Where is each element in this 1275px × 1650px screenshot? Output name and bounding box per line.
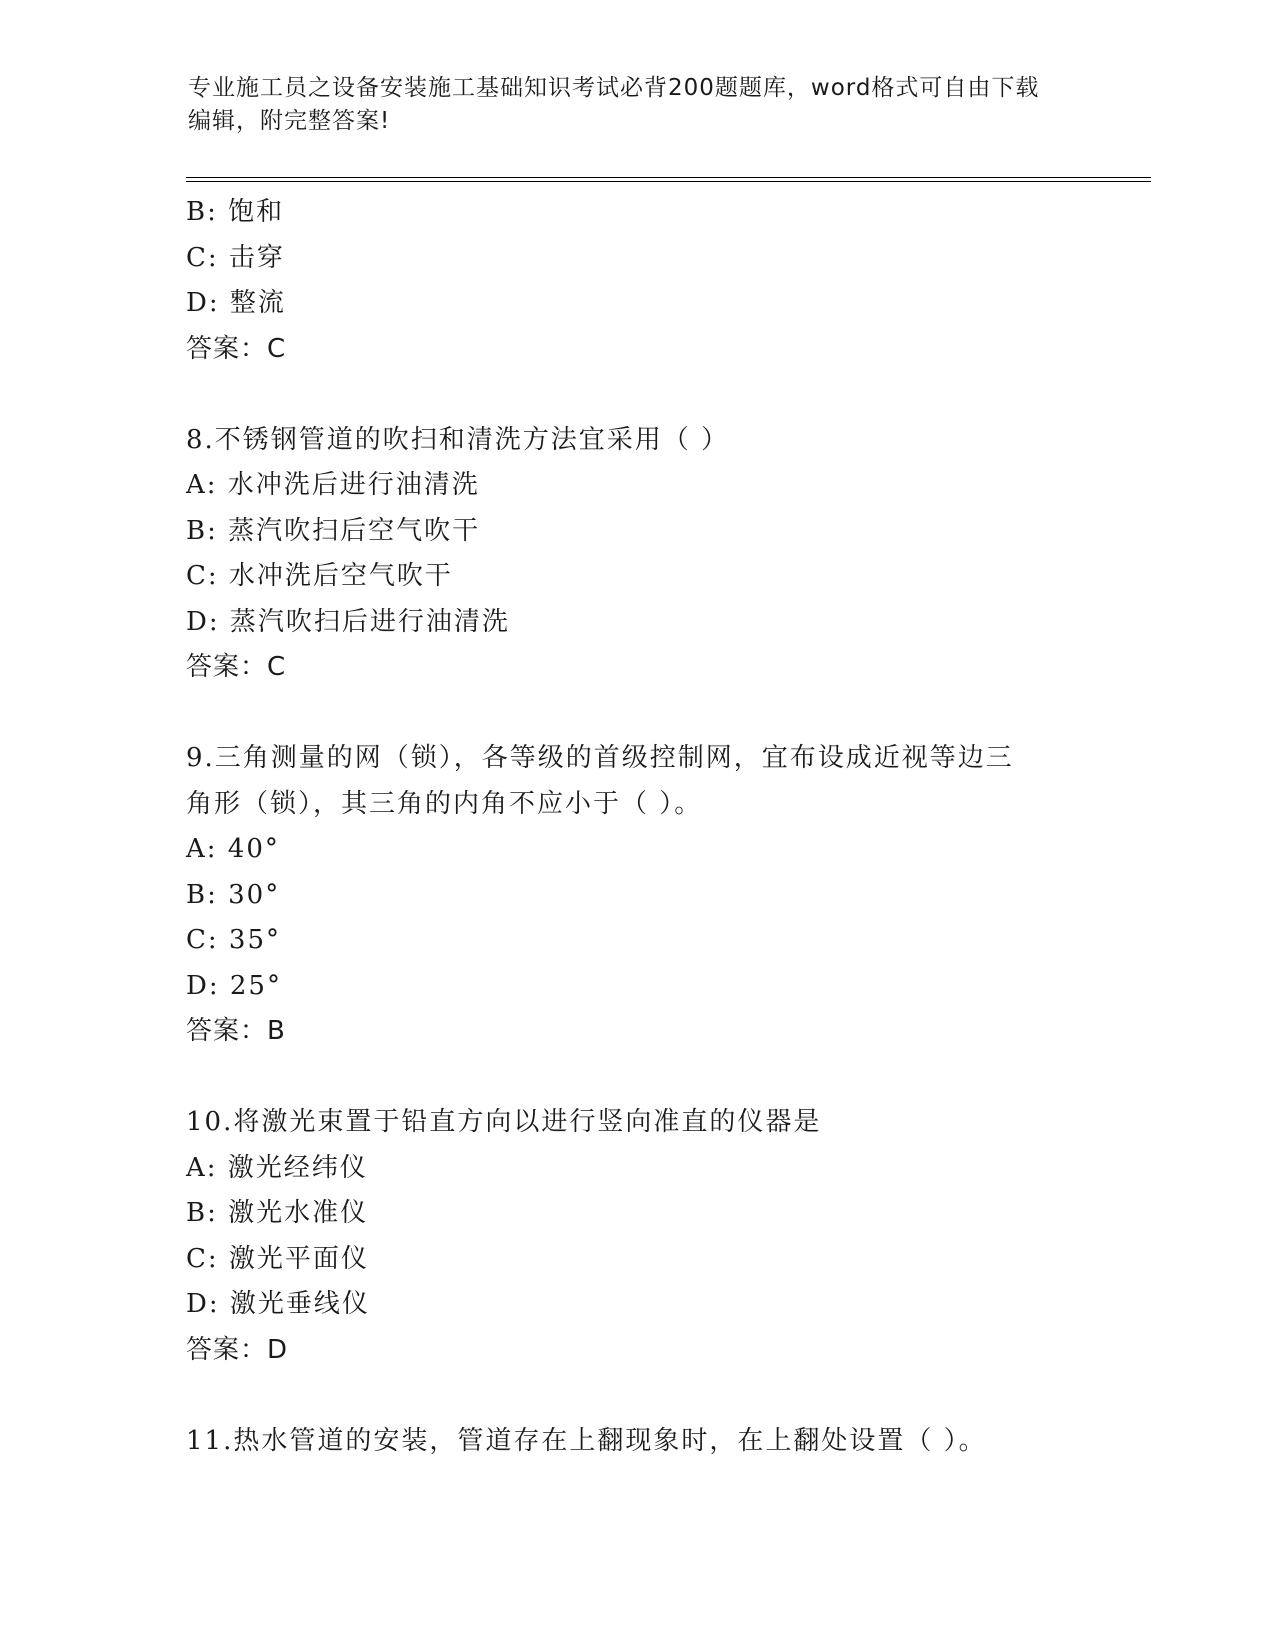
- answer-line: 答案：B: [186, 1016, 286, 1046]
- spacer: [186, 372, 1086, 418]
- question-stem: 8.不锈钢管道的吹扫和清洗方法宜采用（ ）: [186, 424, 730, 455]
- option-c: C: 水冲洗后空气吹干: [186, 561, 453, 591]
- question-8: [186, 418, 1086, 691]
- question-stem-line-2: 角形（锁），其三角的内角不应小于（ ）。: [186, 788, 703, 819]
- option-c: C: 35°: [186, 925, 282, 955]
- option-d: D: 蒸汽吹扫后进行油清洗: [186, 606, 510, 637]
- spacer: [186, 691, 1086, 737]
- question-stem-line-1: 9.三角测量的网（锁），各等级的首级控制网，宜布设成近视等边三: [186, 743, 1014, 773]
- question-9: [186, 736, 1086, 1055]
- document-header: [188, 72, 1088, 138]
- option-b: B: 30°: [186, 879, 281, 910]
- option-d: D: 激光垂线仪: [186, 1289, 370, 1319]
- option-b: B: 蒸汽吹扫后空气吹干: [186, 515, 481, 546]
- question-stem: 11.热水管道的安装，管道存在上翻现象时，在上翻处设置（ ）。: [186, 1425, 987, 1456]
- header-line-2: 编辑，附完整答案!: [188, 108, 391, 134]
- question-list: [186, 190, 1086, 1464]
- option-c: C: 击穿: [186, 242, 285, 273]
- option-d: D: 整流: [186, 288, 286, 318]
- header-divider-bottom: [186, 181, 1151, 182]
- question-11: [186, 1419, 1086, 1465]
- answer-line: 答案：C: [186, 333, 287, 364]
- answer-line: 答案：C: [186, 652, 287, 682]
- option-a: A: 激光经纬仪: [186, 1152, 368, 1183]
- option-b: B: 饱和: [186, 197, 285, 227]
- option-a: A: 40°: [186, 834, 280, 864]
- question-7-continued: [186, 190, 1086, 372]
- option-d: D: 25°: [186, 970, 282, 1001]
- header-line-1: 专业施工员之设备安装施工基础知识考试必背200题题库，word格式可自由下载: [188, 75, 1040, 101]
- answer-line: 答案：D: [186, 1334, 289, 1365]
- option-c: C: 激光平面仪: [186, 1243, 369, 1274]
- spacer: [186, 1373, 1086, 1419]
- question-stem: 10.将激光束置于铅直方向以进行竖向准直的仪器是: [186, 1107, 822, 1137]
- header-divider-top: [186, 177, 1151, 178]
- question-10: [186, 1100, 1086, 1373]
- option-b: B: 激光水准仪: [186, 1198, 369, 1228]
- spacer: [186, 1055, 1086, 1101]
- option-a: A: 水冲洗后进行油清洗: [186, 470, 480, 500]
